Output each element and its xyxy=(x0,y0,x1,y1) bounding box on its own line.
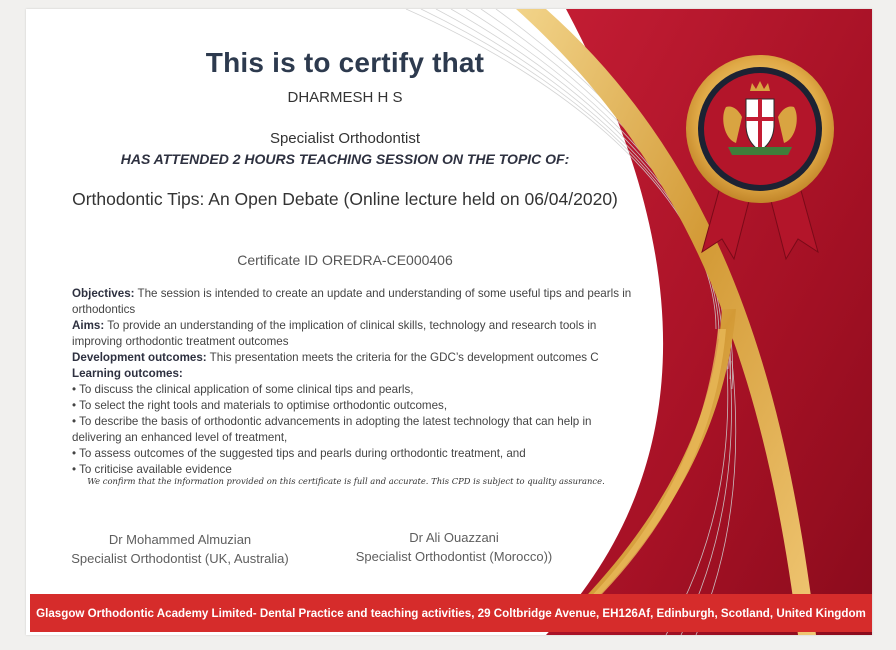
signatory-2 xyxy=(326,528,582,566)
learning-label: Learning outcomes: xyxy=(72,367,183,380)
session-details xyxy=(72,286,632,478)
aims-text: To provide an understanding of the implication of clinical skills, technology and research tools in improving orthodontic treatment outcomes xyxy=(72,319,597,348)
learning-outcome-item: • To describe the basis of orthodontic advancements in adopting the latest technology that can help in delivering an enhanced level of treatment, xyxy=(72,414,632,446)
objectives-label: Objectives: xyxy=(72,287,135,300)
learning-outcome-item: • To discuss the clinical application of some clinical tips and pearls, xyxy=(72,382,632,398)
aims-paragraph xyxy=(72,318,632,350)
objectives-paragraph xyxy=(72,286,632,318)
learning-outcomes-label xyxy=(72,366,632,382)
signatory-1 xyxy=(50,530,310,568)
learning-outcome-item: • To assess outcomes of the suggested tips and pearls during orthodontic treatment, and xyxy=(72,446,632,462)
development-text: This presentation meets the criteria for the GDC’s development outcomes C xyxy=(206,351,599,364)
learning-outcome-item: • To criticise available evidence xyxy=(72,462,632,478)
signatory-title: Specialist Orthodontist (Morocco)) xyxy=(355,549,553,564)
certificate-id: Certificate ID OREDRA-CE000406 xyxy=(237,252,453,268)
certificate-title: This is to certify that xyxy=(205,47,485,78)
recipient-name: DHARMESH H S xyxy=(287,89,403,106)
objectives-text: The session is intended to create an update and understanding of some useful tips and pearls in orthodontics xyxy=(72,287,632,316)
learning-outcome-item: • To select the right tools and materials to optimise orthodontic outcomes, xyxy=(72,398,632,414)
certificate-page xyxy=(26,9,872,635)
session-topic: Orthodontic Tips: An Open Debate (Online lecture held on 06/04/2020) xyxy=(72,189,618,209)
aims-label: Aims: xyxy=(72,319,105,332)
crest-seal-icon xyxy=(680,47,840,267)
development-paragraph xyxy=(72,350,632,366)
attendance-statement: HAS ATTENDED 2 HOURS TEACHING SESSION ON THE TOPIC OF: xyxy=(120,151,570,167)
signatory-name: Dr Ali Ouazzani xyxy=(409,530,499,545)
recipient-role: Specialist Orthodontist xyxy=(269,130,421,147)
footer-text: Glasgow Orthodontic Academy Limited- Dental Practice and teaching activities, 29 Coltbridge Avenue, EH126Af, Edinburgh, Scotland, United Kingdom xyxy=(36,606,866,620)
development-label: Development outcomes: xyxy=(72,351,207,364)
signatory-title: Specialist Orthodontist (UK, Australia) xyxy=(71,551,289,566)
footer-address-bar xyxy=(30,594,872,632)
confirmation-statement: We confirm that the information provided on this certificate is full and accurate. This CPD is subject to quality assurance. xyxy=(87,476,605,486)
signatory-name: Dr Mohammed Almuzian xyxy=(108,532,252,547)
